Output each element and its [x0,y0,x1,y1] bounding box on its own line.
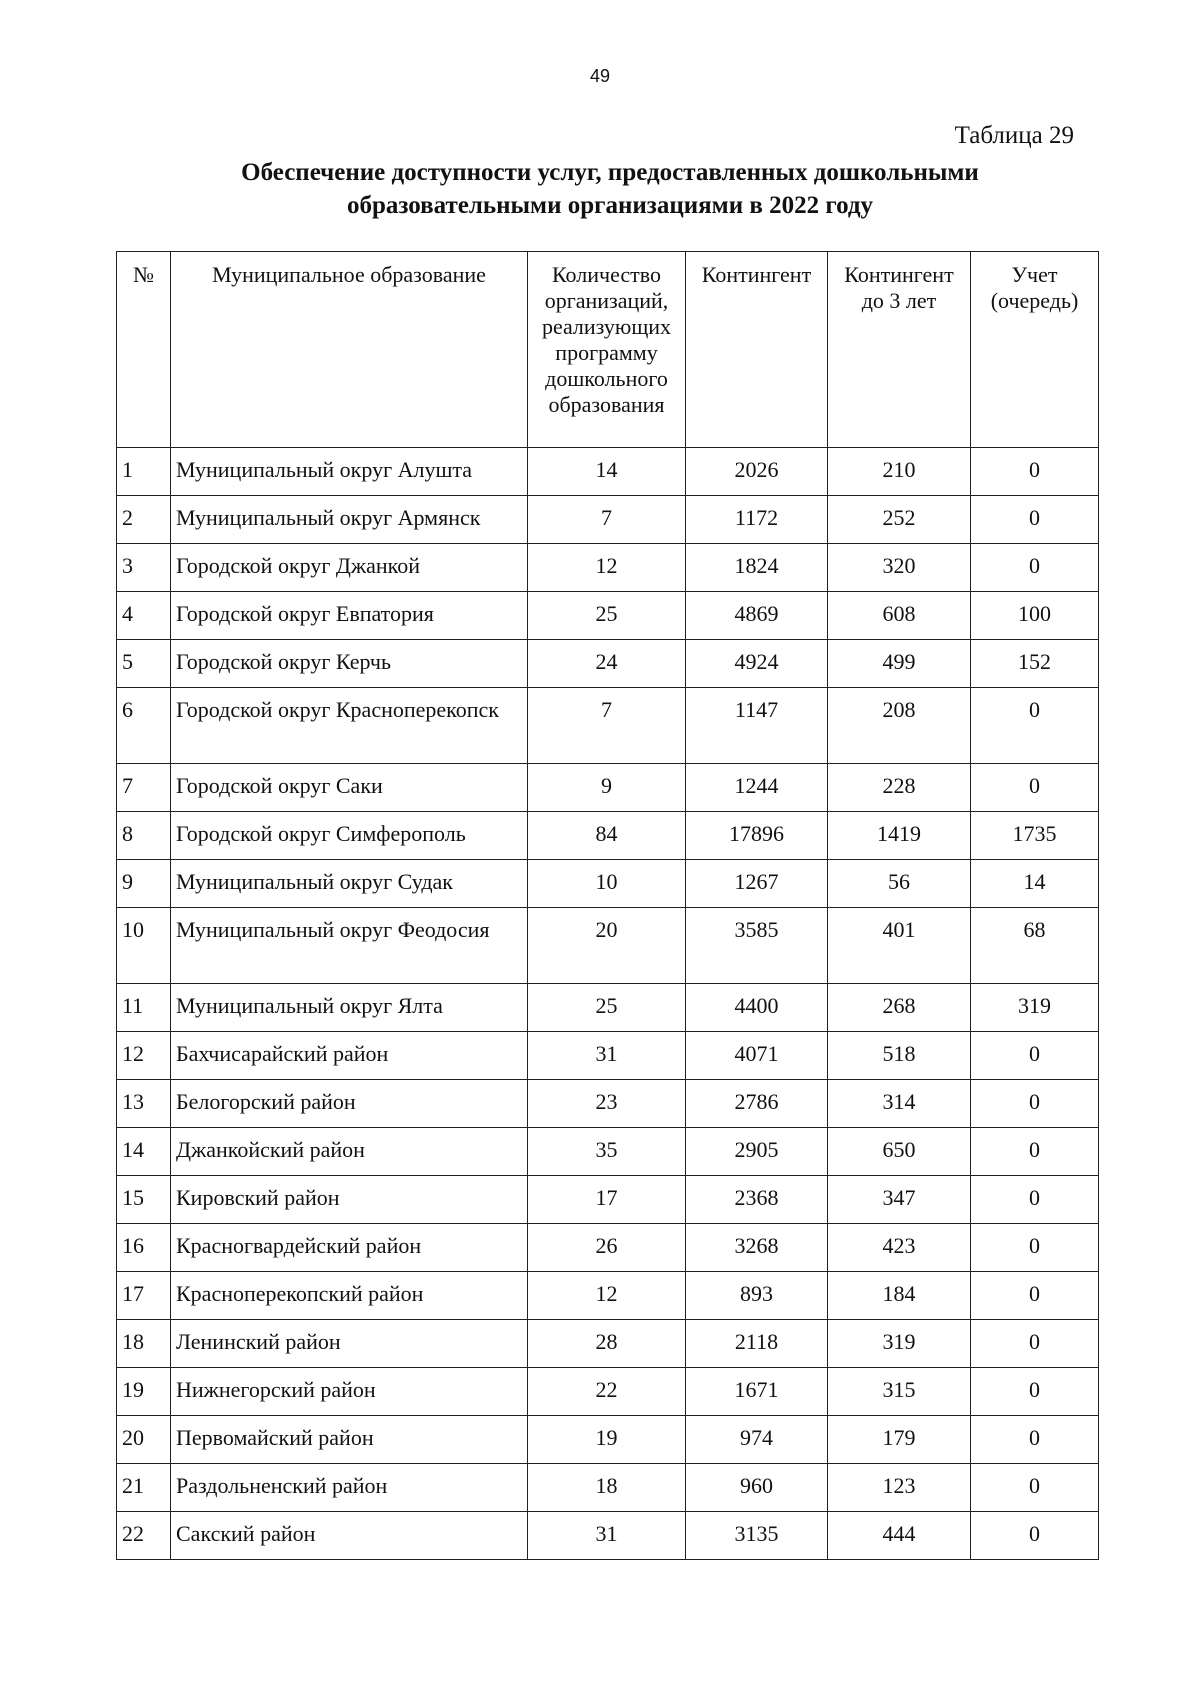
organizations-count: 31 [528,1512,686,1560]
queue-value: 0 [971,1224,1099,1272]
title-line-1: Обеспечение доступности услуг, предоставленных дошкольными [241,159,979,186]
organizations-count: 24 [528,640,686,688]
table-row [117,544,1099,592]
contingent-value: 2118 [686,1320,828,1368]
queue-value: 319 [971,984,1099,1032]
organizations-count: 14 [528,448,686,496]
queue-value: 0 [971,1368,1099,1416]
row-number: 4 [117,592,171,640]
queue-value: 0 [971,764,1099,812]
municipality-name: Городской округ Евпатория [171,592,528,640]
queue-value: 1735 [971,812,1099,860]
table-row [117,1224,1099,1272]
organizations-count: 19 [528,1416,686,1464]
municipality-name: Нижнегорский район [171,1368,528,1416]
table-row [117,1368,1099,1416]
row-number: 22 [117,1512,171,1560]
table-row [117,1320,1099,1368]
table-row [117,1176,1099,1224]
contingent-value: 4869 [686,592,828,640]
table-row [117,688,1099,764]
contingent-under-3-value: 184 [828,1272,971,1320]
queue-value: 100 [971,592,1099,640]
municipality-name: Раздольненский район [171,1464,528,1512]
header-contingent: Контингент [686,252,828,448]
queue-value: 0 [971,544,1099,592]
contingent-under-3-value: 518 [828,1032,971,1080]
queue-value: 0 [971,1320,1099,1368]
contingent-value: 2368 [686,1176,828,1224]
table-row [117,1272,1099,1320]
row-number: 20 [117,1416,171,1464]
row-number: 5 [117,640,171,688]
organizations-count: 25 [528,984,686,1032]
contingent-value: 4071 [686,1032,828,1080]
contingent-under-3-value: 1419 [828,812,971,860]
page-number: 49 [589,66,611,86]
table-row [117,1128,1099,1176]
organizations-count: 7 [528,688,686,764]
table-row [117,984,1099,1032]
contingent-value: 4924 [686,640,828,688]
queue-value: 152 [971,640,1099,688]
contingent-value: 1172 [686,496,828,544]
organizations-count: 20 [528,908,686,984]
organizations-count: 9 [528,764,686,812]
row-number: 15 [117,1176,171,1224]
contingent-under-3-value: 252 [828,496,971,544]
row-number: 7 [117,764,171,812]
contingent-under-3-value: 499 [828,640,971,688]
contingent-under-3-value: 208 [828,688,971,764]
row-number: 11 [117,984,171,1032]
table-row [117,1416,1099,1464]
row-number: 8 [117,812,171,860]
contingent-value: 3585 [686,908,828,984]
document-title [115,156,1105,222]
contingent-under-3-value: 650 [828,1128,971,1176]
contingent-under-3-value: 444 [828,1512,971,1560]
contingent-under-3-value: 319 [828,1320,971,1368]
queue-value: 0 [971,1272,1099,1320]
row-number: 9 [117,860,171,908]
table-row [117,1464,1099,1512]
contingent-under-3-value: 401 [828,908,971,984]
table-row [117,592,1099,640]
queue-value: 14 [971,860,1099,908]
organizations-count: 12 [528,544,686,592]
contingent-under-3-value: 314 [828,1080,971,1128]
municipality-name: Городской округ Красноперекопск [171,688,528,764]
organizations-count: 7 [528,496,686,544]
municipality-name: Кировский район [171,1176,528,1224]
row-number: 19 [117,1368,171,1416]
queue-value: 0 [971,688,1099,764]
contingent-value: 960 [686,1464,828,1512]
queue-value: 0 [971,496,1099,544]
contingent-value: 1244 [686,764,828,812]
municipality-name: Городской округ Саки [171,764,528,812]
queue-value: 0 [971,1080,1099,1128]
contingent-value: 2786 [686,1080,828,1128]
municipality-name: Городской округ Джанкой [171,544,528,592]
row-number: 13 [117,1080,171,1128]
municipality-name: Красноперекопский район [171,1272,528,1320]
contingent-under-3-value: 210 [828,448,971,496]
organizations-count: 10 [528,860,686,908]
queue-value: 0 [971,448,1099,496]
row-number: 10 [117,908,171,984]
contingent-under-3-value: 608 [828,592,971,640]
row-number: 17 [117,1272,171,1320]
row-number: 12 [117,1032,171,1080]
municipality-name: Первомайский район [171,1416,528,1464]
organizations-count: 26 [528,1224,686,1272]
contingent-value: 2026 [686,448,828,496]
contingent-under-3-value: 268 [828,984,971,1032]
table-row [117,1080,1099,1128]
table-row [117,1512,1099,1560]
table-row [117,908,1099,984]
table-body [117,448,1099,1560]
queue-value: 68 [971,908,1099,984]
organizations-count: 18 [528,1464,686,1512]
contingent-under-3-value: 56 [828,860,971,908]
contingent-under-3-value: 347 [828,1176,971,1224]
table-row [117,812,1099,860]
queue-value: 0 [971,1032,1099,1080]
organizations-count: 35 [528,1128,686,1176]
municipality-name: Ленинский район [171,1320,528,1368]
contingent-value: 3135 [686,1512,828,1560]
title-line-2: образовательными организациями в 2022 году [346,192,874,219]
contingent-under-3-value: 228 [828,764,971,812]
table-row [117,860,1099,908]
organizations-count: 22 [528,1368,686,1416]
table-row [117,764,1099,812]
header-municipality: Муниципальное образование [171,252,528,448]
queue-value: 0 [971,1464,1099,1512]
queue-value: 0 [971,1512,1099,1560]
queue-value: 0 [971,1176,1099,1224]
contingent-value: 2905 [686,1128,828,1176]
municipality-name: Муниципальный округ Ялта [171,984,528,1032]
contingent-value: 4400 [686,984,828,1032]
organizations-count: 12 [528,1272,686,1320]
contingent-under-3-value: 123 [828,1464,971,1512]
organizations-count: 23 [528,1080,686,1128]
municipality-name: Городской округ Симферополь [171,812,528,860]
header-organizations-count: Количество организаций, реализующих программу дошкольного образования [528,252,686,448]
contingent-value: 1147 [686,688,828,764]
contingent-value: 17896 [686,812,828,860]
table-header-row [117,252,1099,448]
preschool-services-table [116,251,1099,1560]
queue-value: 0 [971,1416,1099,1464]
organizations-count: 84 [528,812,686,860]
contingent-value: 3268 [686,1224,828,1272]
contingent-under-3-value: 315 [828,1368,971,1416]
row-number: 16 [117,1224,171,1272]
row-number: 14 [117,1128,171,1176]
queue-value: 0 [971,1128,1099,1176]
organizations-count: 17 [528,1176,686,1224]
municipality-name: Муниципальный округ Армянск [171,496,528,544]
municipality-name: Белогорский район [171,1080,528,1128]
municipality-name: Джанкойский район [171,1128,528,1176]
table-label: Таблица 29 [954,122,1074,149]
header-queue: Учет (очередь) [971,252,1099,448]
row-number: 2 [117,496,171,544]
organizations-count: 31 [528,1032,686,1080]
municipality-name: Муниципальный округ Судак [171,860,528,908]
contingent-under-3-value: 320 [828,544,971,592]
municipality-name: Муниципальный округ Алушта [171,448,528,496]
table-row [117,1032,1099,1080]
header-contingent-under-3: Контингент до 3 лет [828,252,971,448]
contingent-value: 1671 [686,1368,828,1416]
contingent-value: 1824 [686,544,828,592]
row-number: 6 [117,688,171,764]
table-row [117,640,1099,688]
contingent-value: 893 [686,1272,828,1320]
contingent-under-3-value: 179 [828,1416,971,1464]
municipality-name: Муниципальный округ Феодосия [171,908,528,984]
organizations-count: 25 [528,592,686,640]
contingent-value: 974 [686,1416,828,1464]
contingent-under-3-value: 423 [828,1224,971,1272]
table-row [117,496,1099,544]
row-number: 1 [117,448,171,496]
municipality-name: Красногвардейский район [171,1224,528,1272]
row-number: 3 [117,544,171,592]
header-number: № [117,252,171,448]
row-number: 21 [117,1464,171,1512]
municipality-name: Сакский район [171,1512,528,1560]
contingent-value: 1267 [686,860,828,908]
organizations-count: 28 [528,1320,686,1368]
table-row [117,448,1099,496]
municipality-name: Бахчисарайский район [171,1032,528,1080]
row-number: 18 [117,1320,171,1368]
municipality-name: Городской округ Керчь [171,640,528,688]
